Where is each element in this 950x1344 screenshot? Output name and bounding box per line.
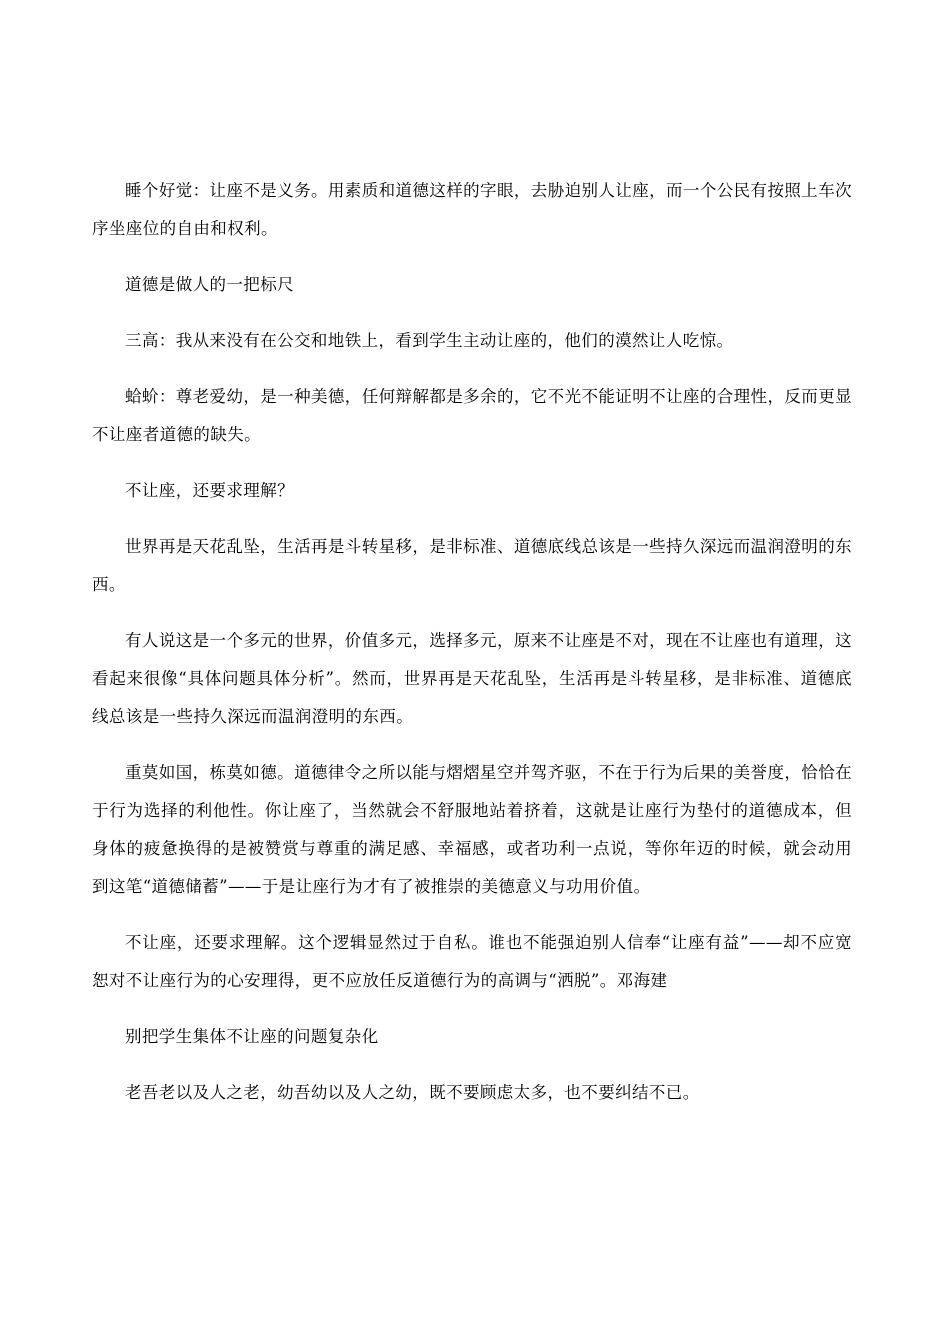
section-heading: 道德是做人的一把标尺 <box>125 275 294 294</box>
paragraph: 老吾老以及人之老，幼吾幼以及人之幼，既不要顾虑太多，也不要纠结不已。 <box>125 1083 700 1102</box>
section-heading: 别把学生集体不让座的问题复杂化 <box>125 1027 379 1046</box>
paragraph: 三高：我从来没有在公交和地铁上，看到学生主动让座的，他们的漠然让人吃惊。 <box>125 331 734 350</box>
paragraph: 蛤蚧：尊老爱幼，是一种美德，任何辩解都是多余的，它不光不能证明不让座的合理性，反而更显不让座者道德的缺失。 <box>92 387 852 444</box>
document-body <box>92 172 852 1112</box>
paragraph: 不让座，还要求理解。这个逻辑显然过于自私。谁也不能强迫别人信奉“让座有益”——却不应宽恕对不让座行为的心安理得，更不应放任反道德行为的高调与“洒脱”。邓海建 <box>92 933 852 990</box>
paragraph: 睡个好觉：让座不是义务。用素质和道德这样的字眼，去胁迫别人让座，而一个公民有按照上车次序坐座位的自由和权利。 <box>92 181 852 238</box>
paragraph: 有人说这是一个多元的世界，价值多元，选择多元，原来不让座是不对，现在不让座也有道理，这看起来很像“具体问题具体分析”。然而，世界再是天花乱坠，生活再是斗转星移，是非标准、道德底线总该是一些持久深远而温润澄明的东西。 <box>92 631 852 726</box>
paragraph: 世界再是天花乱坠，生活再是斗转星移，是非标准、道德底线总该是一些持久深远而温润澄明的东西。 <box>92 537 852 594</box>
section-heading: 不让座，还要求理解？ <box>125 481 294 500</box>
paragraph: 重莫如国，栋莫如德。道德律令之所以能与熠熠星空并驾齐驱，不在于行为后果的美誉度，恰恰在于行为选择的利他性。你让座了，当然就会不舒服地站着挤着，这就是让座行为垫付的道德成本，但身体的疲惫换得的是被赞赏与尊重的满足感、幸福感，或者功利一点说，等你年迈的时候，就会动用到这笔“道德储蓄”——于是让座行为才有了被推崇的美德意义与功用价值。 <box>92 763 852 896</box>
